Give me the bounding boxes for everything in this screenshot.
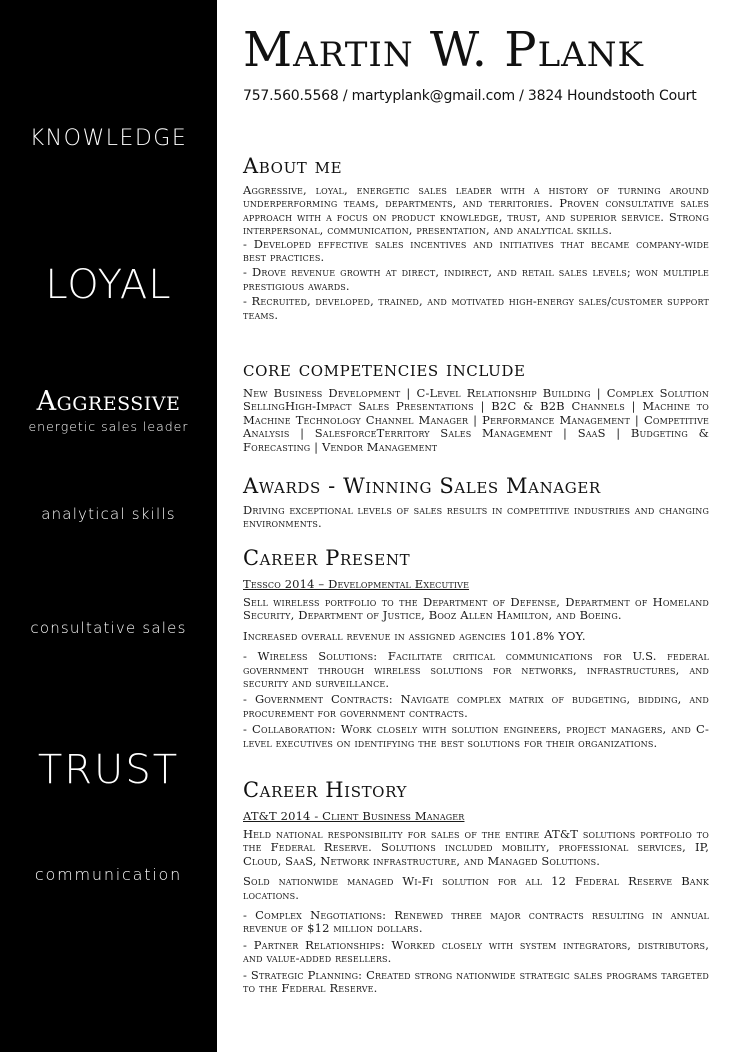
awards-section	[243, 474, 709, 531]
sidebar-word-loyal: LOYAL	[45, 262, 172, 308]
career-history-bullet: - Complex Negotiations: Renewed three major contracts resulting in annual revenue of $12 million dollars.	[243, 908, 709, 936]
sidebar-word-analytical: analytical skills	[41, 505, 176, 523]
competencies-list: New Business Development | C-Level Relationship Building | Complex Solution SellingHigh-Impact Sales Presentations | B2C & B2B Channels | Machine to Machine Technology Channel Manager | Performance Management | Competitive Analysis | SalesforceTerritory Sales Management | SaaS | Budgeting & Forecasting | Vendor Management	[243, 386, 709, 454]
sidebar-word-aggressive: Aggressive	[36, 386, 181, 417]
about-bullet: - Drove revenue growth at direct, indirect, and retail sales levels; won multiple prestigious awards.	[243, 265, 709, 293]
competencies-section	[243, 357, 709, 454]
career-present-bullet: - Collaboration: Work closely with solution engineers, project managers, and C-level executives on identifying the best solutions for their organizations.	[243, 722, 709, 750]
awards-text: Driving exceptional levels of sales results in competitive industries and changing environments.	[243, 503, 709, 531]
career-history-bullet: - Partner Relationships: Worked closely with system integrators, distributors, and value-added resellers.	[243, 937, 709, 966]
career-present-bullet: - Government Contracts: Navigate complex matrix of budgeting, bidding, and procurement for government contracts.	[243, 692, 709, 720]
career-history-heading: Career History	[243, 778, 408, 802]
career-present-role: Tessco 2014 – Developmental Executive	[243, 577, 470, 591]
candidate-name: Martin W. Plank	[243, 22, 644, 78]
career-present-heading: Career Present	[243, 546, 411, 570]
career-history-section	[243, 778, 709, 995]
career-present-desc: Sell wireless portfolio to the Department of Defense, Department of Homeland Security, Department of Justice, Booz Allen Hamilton, and Boeing.	[243, 595, 709, 623]
career-history-role: AT&T 2014 - Client Business Manager	[243, 809, 465, 823]
about-bullet: - Developed effective sales incentives and initiatives that became company-wide best practices.	[243, 236, 709, 265]
about-bullet: - Recruited, developed, trained, and motivated high-energy sales/customer support teams.	[243, 294, 709, 322]
sidebar	[0, 0, 217, 1052]
about-heading: About me	[243, 154, 343, 178]
about-section	[243, 154, 709, 322]
sidebar-word-communication: communication	[34, 865, 183, 884]
sidebar-subtitle-aggressive: energetic sales leader	[28, 419, 189, 434]
career-history-bullet: - Strategic Planning: Created strong nationwide strategic sales programs targeted to the Federal Reserve.	[243, 967, 709, 996]
career-present-result: Increased overall revenue in assigned agencies 101.8% YOY.	[243, 628, 586, 643]
sidebar-word-knowledge: KNOWLEDGE	[29, 126, 188, 151]
competencies-heading: core competencies include	[243, 357, 526, 381]
career-history-result: Sold nationwide managed Wi-Fi solution for all 12 Federal Reserve Bank locations.	[243, 874, 709, 902]
about-summary: Aggressive, loyal, energetic sales leader with a history of turning around underperforming teams, departments, and territories. Proven consultative sales approach with a focus on product knowledge, trust, and superior service. Strong interpersonal, communication, presentation, and analytical skills.	[243, 183, 709, 238]
career-present-bullet: - Wireless Solutions: Facilitate critical communications for U.S. federal government through wireless solutions for networks, infrastructures, and security and surveillance.	[243, 649, 709, 691]
sidebar-word-consultative: consultative sales	[30, 619, 187, 637]
career-history-desc: Held national responsibility for sales of the entire AT&T solutions portfolio to the Federal Reserve. Solutions included mobility, professional services, IP, Cloud, SaaS, Network infrastructure, and Managed Solutions.	[243, 827, 709, 868]
contact-line: 757.560.5568 / martyplank@gmail.com / 3824 Houndstooth Court	[243, 88, 697, 104]
sidebar-word-trust: TRUST	[37, 747, 180, 793]
career-present-section	[243, 546, 709, 750]
awards-heading: Awards - Winning Sales Manager	[243, 474, 601, 498]
